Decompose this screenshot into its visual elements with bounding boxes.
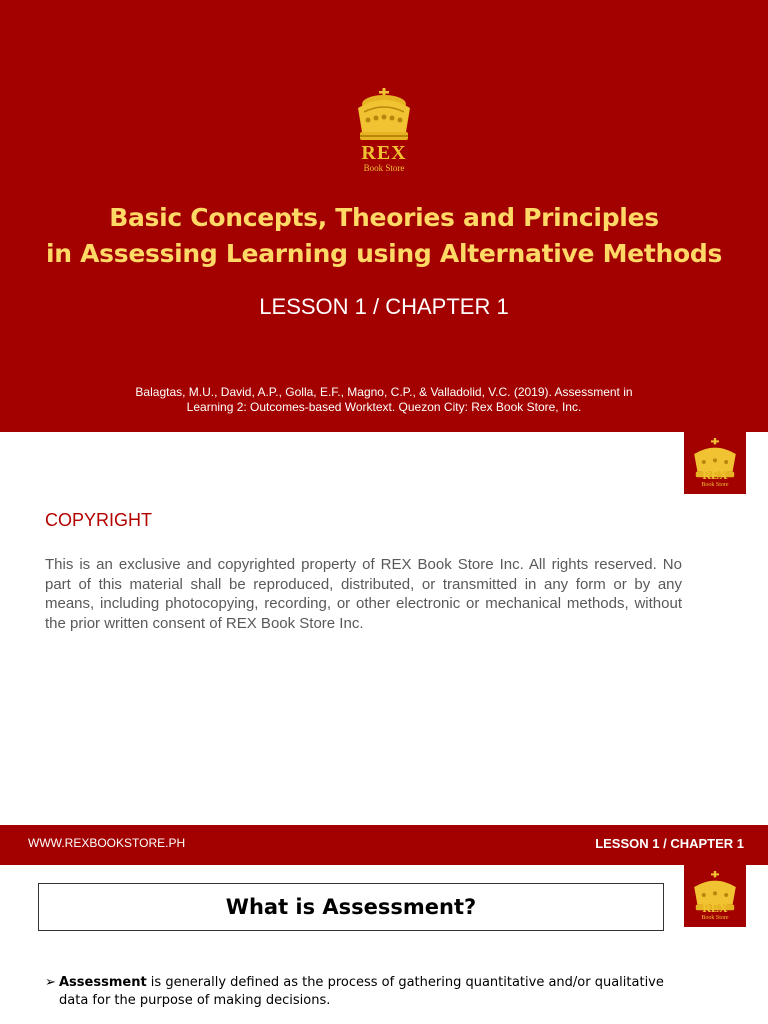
- rex-logo-small: [684, 865, 746, 927]
- lesson-subtitle: LESSON 1 / CHAPTER 1: [259, 294, 509, 319]
- rex-logo: [346, 88, 422, 174]
- logo-brand: REX: [361, 142, 407, 164]
- assessment-slide: [0, 865, 768, 1024]
- copyright-heading: COPYRIGHT: [45, 510, 153, 530]
- logo-brand: REX: [702, 901, 728, 915]
- logo-sub: Book Store: [701, 915, 729, 921]
- question-heading: What is Assessment?: [225, 895, 477, 919]
- bullet-term: Assessment: [59, 975, 147, 990]
- bullet-line-2: data for the purpose of making decisions.: [59, 993, 331, 1008]
- title-line-2: in Assessing Learning using Alternative Methods: [45, 239, 723, 268]
- logo-brand: REX: [702, 468, 728, 482]
- footer-url[interactable]: WWW.REXBOOKSTORE.PH: [28, 836, 186, 850]
- footer-lesson: LESSON 1 / CHAPTER 1: [595, 836, 744, 851]
- rex-logo-small: [684, 432, 746, 494]
- crown-icon: [346, 88, 422, 146]
- footer-bar: [0, 825, 768, 865]
- citation-line-1: Balagtas, M.U., David, A.P., Golla, E.F., Magno, C.P., & Valladolid, V.C. (2019). Assessment in: [135, 385, 633, 399]
- presentation-title: [20, 200, 748, 272]
- title-line-1: Basic Concepts, Theories and Principles: [109, 203, 659, 232]
- citation-line-2: Learning 2: Outcomes-based Worktext. Quezon City: Rex Book Store, Inc.: [186, 400, 582, 414]
- copyright-body: This is an exclusive and copyrighted property of REX Book Store Inc. All rights reserved. No part of this material shall be reproduced, distributed, or transmitted in any form or by any means, including photocopying, recording, or other electronic or mechanical methods, without the prior written consent of REX Book Store Inc.: [45, 556, 682, 632]
- logo-sub: Book Store: [363, 163, 405, 173]
- copyright-slide: [0, 432, 768, 825]
- title-slide: [0, 0, 768, 432]
- bullet-line-1: is generally defined as the process of gathering quantitative and/or qualitative: [146, 975, 664, 990]
- logo-sub: Book Store: [701, 482, 729, 488]
- bullet-arrow-icon: ➢: [45, 975, 56, 990]
- definition-bullet: [46, 974, 686, 1010]
- question-box: [38, 883, 664, 931]
- citation: [100, 385, 668, 415]
